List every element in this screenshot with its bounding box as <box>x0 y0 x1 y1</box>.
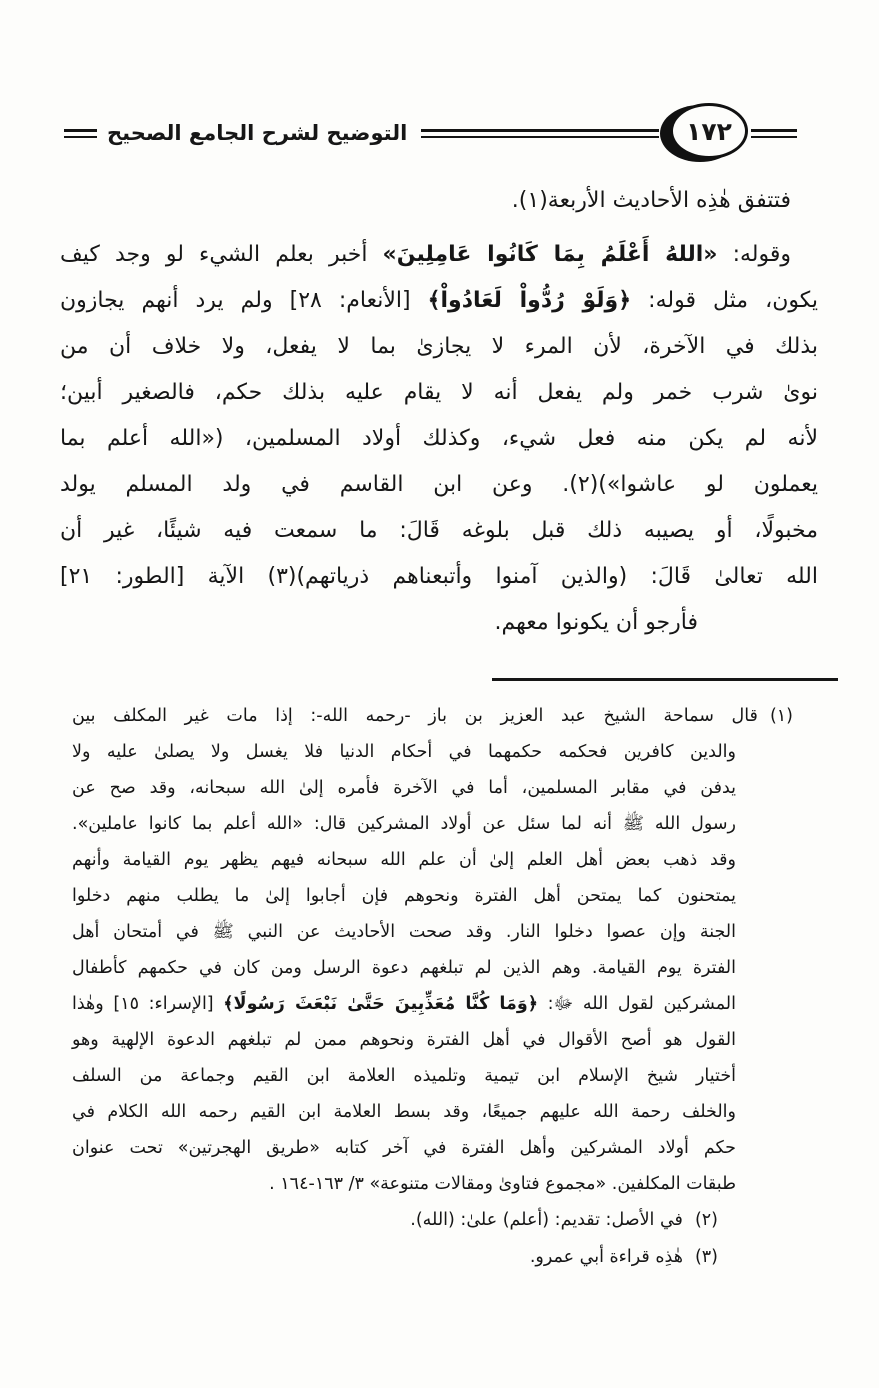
footnote-text: المشركين لقول الله ﷻ: <box>537 994 737 1014</box>
text-line: فأرجو أن يكونوا معهم. <box>494 610 698 635</box>
footnote-line <box>72 986 736 1022</box>
footnote-line: حكم أولاد المشركين وأهل الفترة في آخر كتابه «طريق الهجرتين» تحت عنوان <box>72 1138 736 1158</box>
footnote-marker: (٢) <box>694 1210 718 1230</box>
footnote-line: رسول الله ﷺ أنه لما سئل عن أولاد المشركين قال: «الله أعلم بما كانوا عاملين». <box>72 814 736 834</box>
footnote-3 <box>72 1239 818 1276</box>
footnote-line: أختيار شيخ الإسلام ابن تيمية وتلميذه العلامة ابن القيم وجماعة من السلف <box>72 1066 736 1086</box>
text-line: مخبولًا، أو يصيبه ذلك قبل بلوغه قَالَ: ما سمعت فيه شيئًا، غير أن <box>60 518 818 543</box>
footnote-line: وقد ذهب بعض أهل العلم إلىٰ أن علم الله سبحانه فيهم يظهر يوم القيامة وأنهم <box>72 850 736 870</box>
text-line <box>60 232 818 278</box>
page-number-badge <box>667 103 751 163</box>
header-rule-middle <box>421 129 659 138</box>
text-segment: يكون، مثل قوله: <box>631 288 819 313</box>
text-line: نوىٰ شرب خمر ولم يفعل أنه لا يقام عليه بذلك حكم، فالصغير أبين؛ <box>60 380 818 405</box>
footnote-line: والخلف رحمة الله عليهم جميعًا، وقد بسط العلامة ابن القيم رحمه الله الكلام في <box>72 1102 736 1122</box>
footnote-line: القول هو أصح الأقوال في أهل الفترة ونحوهم ممن لم تبلغهم الدعوة الإلهية وهو <box>72 1030 736 1050</box>
footnote-marker: (٣) <box>694 1247 718 1267</box>
quran-verse: ﴿وَمَا كُنَّا مُعَذِّبِينَ حَتَّىٰ نَبْعَثَ رَسُولًا﴾ <box>223 994 538 1014</box>
footnote-text: [الإسراء: ١٥] وهٰذا <box>72 994 224 1014</box>
footnote-line: طبقات المكلفين. «مجموع فتاوىٰ ومقالات متنوعة» ٣/ ١٦٣-١٦٤ . <box>269 1174 736 1194</box>
footnote-separator <box>492 678 838 681</box>
text-segment: وقوله: <box>717 242 791 267</box>
footnote-line: والدين كافرين فحكمه حكمهما في أحكام الدنيا فلا يغسل ولا يصلىٰ عليه ولا <box>72 742 736 762</box>
footnote-text: هٰذِه قراءة أبي عمرو. <box>529 1247 683 1267</box>
text-segment: أخبر بعلم الشيء لو وجد كيف <box>60 242 383 267</box>
footnote-2 <box>72 1202 818 1239</box>
footnote-marker: (١) <box>769 706 793 726</box>
footnote-line: يدفن في مقابر المسلمين، أما في الآخرة فأمره إلىٰ الله سبحانه، وقد صح عن <box>72 778 736 798</box>
hadith-quote: «اللهُ أَعْلَمُ بِمَا كَانُوا عَامِلِينَ» <box>382 242 718 267</box>
footnote-line <box>72 698 793 734</box>
header-rule-left <box>64 129 97 138</box>
page-number: ١٧٢ <box>686 116 732 146</box>
quran-verse: ﴿وَلَوْ رُدُّواْ لَعَادُواْ﴾ <box>427 288 632 313</box>
main-text <box>0 178 879 646</box>
text-line: لأنه لم يكن منه فعل شيء، وكذلك أولاد المسلمين، («الله أعلم بما <box>60 426 818 451</box>
footnote-line: الفترة يوم القيامة. وهم الذين لم تبلغهم دعوة الرسل ومن كان في حكمهم كأطفال <box>72 958 736 978</box>
text-line <box>60 278 818 324</box>
footnote-line: يمتحنون كما يمتحن أهل الفترة ونحوهم فإن أجابوا إلىٰ ما يطلب منهم دخلوا <box>72 886 736 906</box>
text-line: يعملون لو عاشوا»)(٢). وعن ابن القاسم في ولد المسلم يولد <box>60 472 818 497</box>
book-title: التوضيح لشرح الجامع الصحيح <box>107 121 408 145</box>
footnote-1 <box>72 698 818 1202</box>
footnote-text: في الأصل: تقديم: (أعلم) علىٰ: (الله). <box>410 1210 683 1230</box>
footnotes <box>0 698 879 1276</box>
text-line: بذلك في الآخرة، لأن المرء لا يجازىٰ بما لا يفعل، ولا خلاف أن من <box>60 334 818 359</box>
footnote-line: الجنة وإن عصوا دخلوا النار. وقد صحت الأحاديث عن النبي ﷺ في أمتحان أهل <box>72 922 736 942</box>
header-rule-right <box>751 129 797 138</box>
text-segment: [الأنعام: ٢٨] ولم يرد أنهم يجازون <box>60 288 428 313</box>
text-line: الله تعالىٰ قَالَ: (والذين آمنوا وأتبعناهم ذرياتهم)(٣) الآية [الطور: ٢١] <box>60 564 818 589</box>
page-header <box>0 102 879 164</box>
footnote-text: قال سماحة الشيخ عبد العزيز بن باز -رحمه الله-: إذا مات غير المكلف بين <box>72 706 758 726</box>
text-line: فتتفق هٰذِه الأحاديث الأربعة(١). <box>511 188 791 213</box>
